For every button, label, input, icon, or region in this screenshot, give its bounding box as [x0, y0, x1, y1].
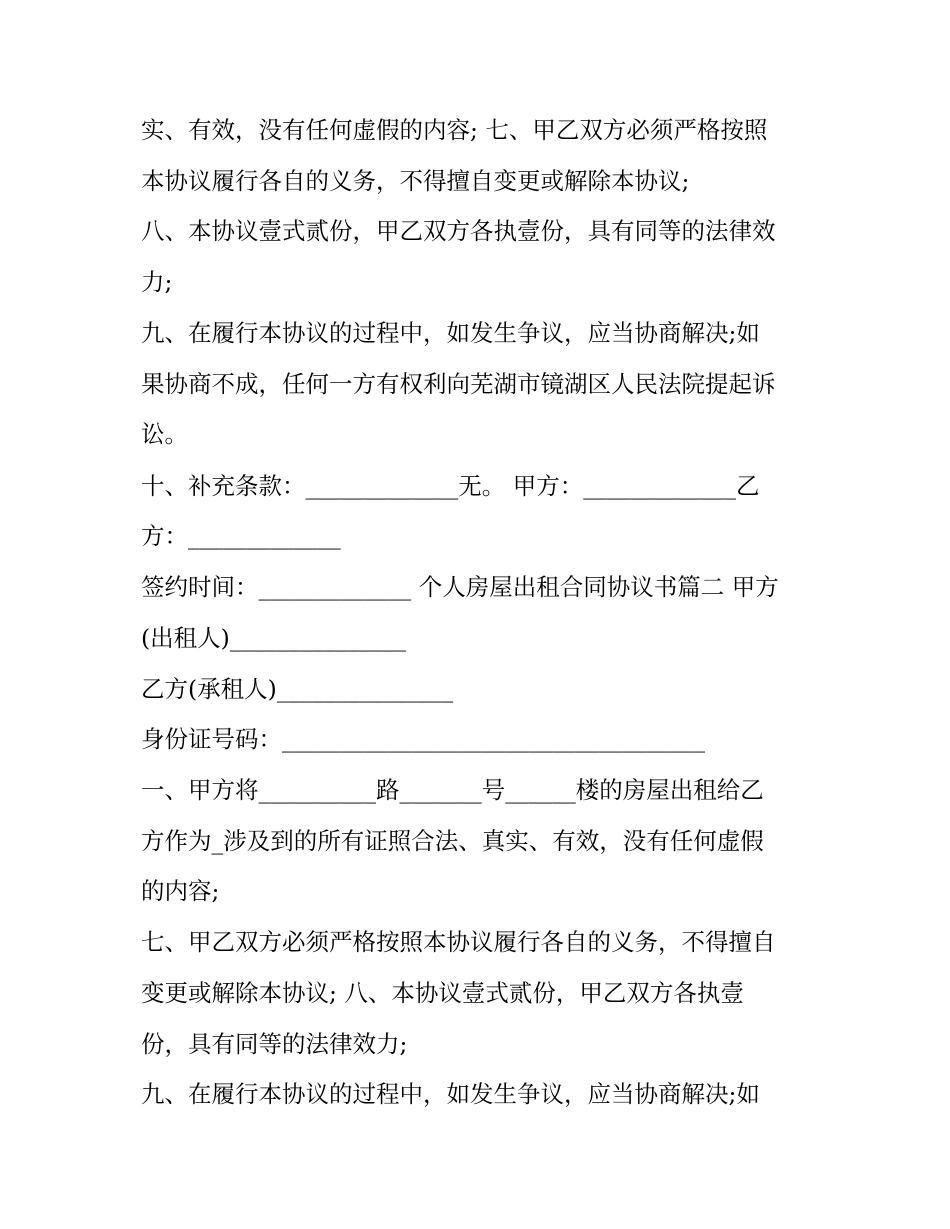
text-line: 一、甲方将__________路_______号______楼的房屋出租给乙	[141, 776, 764, 804]
text-line: (出租人)_______________	[141, 624, 407, 652]
text-line: 果协商不成，任何一方有权利向芜湖市镜湖区人民法院提起诉	[141, 370, 776, 398]
text-line: 九、在履行本协议的过程中，如发生争议，应当协商解决;如	[141, 319, 760, 347]
text-line: 身份证号码：____________________________________	[141, 725, 705, 753]
text-line: 讼。	[141, 420, 188, 448]
text-line: 的内容;	[141, 877, 220, 905]
text-line: 本协议履行各自的义务，不得擅自变更或解除本协议;	[141, 167, 690, 195]
text-line: 方作为_涉及到的所有证照合法、真实、有效，没有任何虚假	[141, 827, 764, 855]
text-line: 十、补充条款：_____________无。 甲方：_____________乙	[141, 472, 760, 500]
text-line: 签约时间：_____________ 个人房屋出租合同协议书篇二 甲方	[141, 573, 779, 601]
text-line: 七、甲乙双方必须严格按照本协议履行各自的义务，不得擅自	[141, 928, 776, 956]
text-line: 实、有效，没有任何虚假的内容; 七、甲乙双方必须严格按照	[141, 116, 768, 144]
text-line: 方：_____________	[141, 522, 341, 550]
text-line: 力;	[141, 268, 173, 296]
text-line: 九、在履行本协议的过程中，如发生争议，应当协商解决;如	[141, 1080, 760, 1108]
text-line: 份，具有同等的法律效力;	[141, 1030, 408, 1058]
text-line: 变更或解除本协议; 八、本协议壹式贰份，甲乙双方各执壹	[141, 979, 744, 1007]
text-line: 乙方(承租人)_______________	[141, 675, 454, 703]
text-line: 八、本协议壹式贰份，甲乙双方各执壹份，具有同等的法律效	[141, 217, 776, 245]
